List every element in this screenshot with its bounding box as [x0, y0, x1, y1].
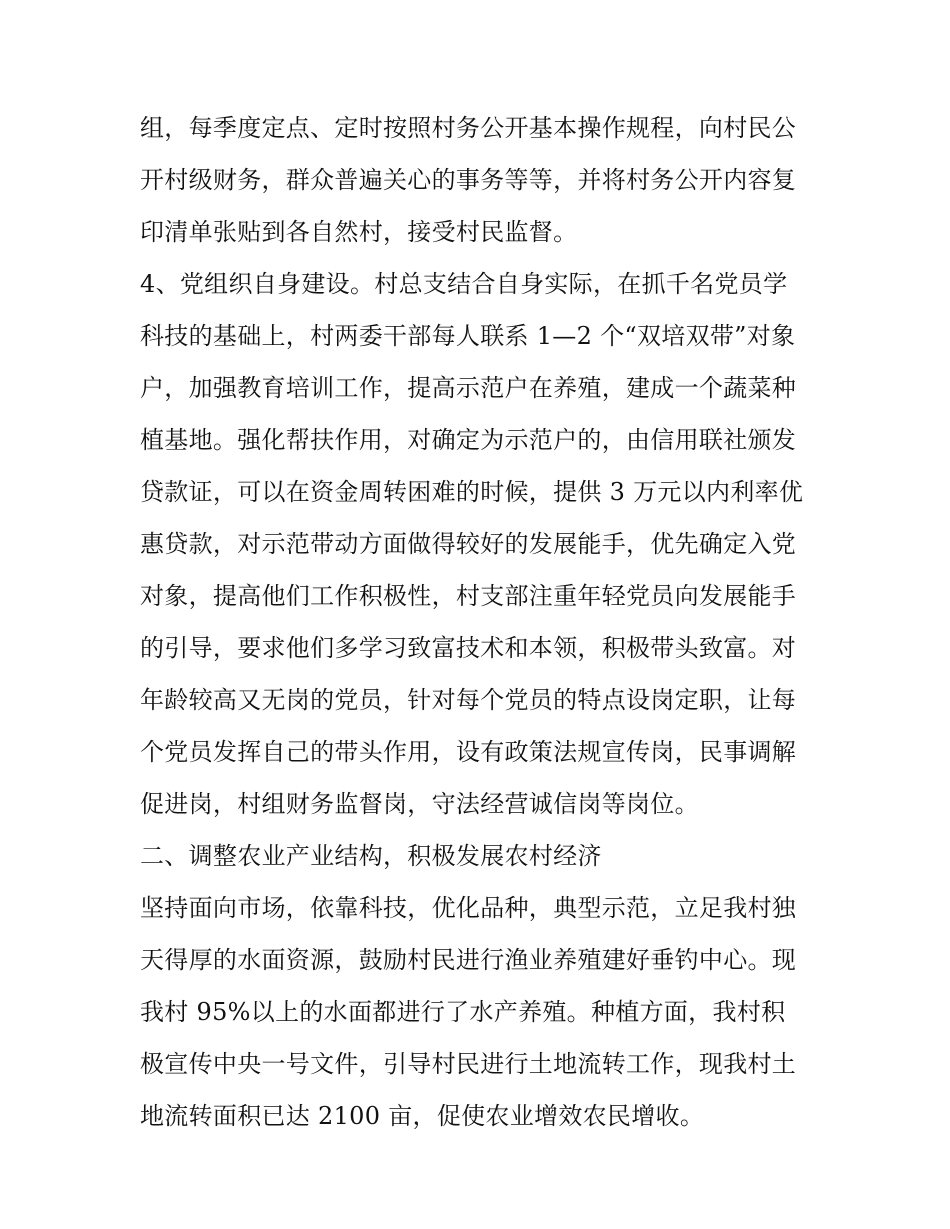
- section-heading: 二、调整农业产业结构，积极发展农村经济: [140, 842, 602, 870]
- text-line: 我村 95%以上的水面都进行了水产养殖。种植方面，我村积: [140, 998, 786, 1026]
- text-line: 科技的基础上，村两委干部每人联系 1—2 个“双培双带”对象: [140, 322, 796, 350]
- text-line: 年龄较高又无岗的党员，针对每个党员的特点设岗定职，让每: [140, 686, 797, 714]
- text-line: 惠贷款，对示范带动方面做得较好的发展能手，优先确定入党: [140, 530, 797, 558]
- text-line: 户，加强教育培训工作，提高示范户在养殖，建成一个蔬菜种: [140, 374, 797, 402]
- text-line: 地流转面积已达 2100 亩，促使农业增效农民增收。: [140, 1102, 705, 1130]
- text-line: 坚持面向市场，依靠科技，优化品种，典型示范，立足我村独: [140, 894, 797, 922]
- text-line: 印清单张贴到各自然村，接受村民监督。: [140, 218, 578, 246]
- text-line: 组，每季度定点、定时按照村务公开基本操作规程，向村民公: [140, 114, 797, 142]
- text-line: 植基地。强化帮扶作用，对确定为示范户的，由信用联社颁发: [140, 426, 797, 454]
- text-line: 天得厚的水面资源，鼓励村民进行渔业养殖建好垂钓中心。现: [140, 946, 797, 974]
- text-line: 对象，提高他们工作积极性，村支部注重年轻党员向发展能手: [140, 582, 797, 610]
- text-line: 开村级财务，群众普遍关心的事务等等，并将村务公开内容复: [140, 166, 797, 194]
- text-line: 的引导，要求他们多学习致富技术和本领，积极带头致富。对: [140, 634, 797, 662]
- text-line: 极宣传中央一号文件，引导村民进行土地流转工作，现我村土: [140, 1050, 797, 1078]
- text-line: 4、党组织自身建设。村总支结合自身实际，在抓千名党员学: [140, 270, 788, 298]
- text-line: 促进岗，村组财务监督岗，守法经营诚信岗等岗位。: [140, 790, 699, 818]
- text-line: 贷款证，可以在资金周转困难的时候，提供 3 万元以内利率优: [140, 478, 804, 506]
- text-line: 个党员发挥自己的带头作用，设有政策法规宣传岗，民事调解: [140, 738, 797, 766]
